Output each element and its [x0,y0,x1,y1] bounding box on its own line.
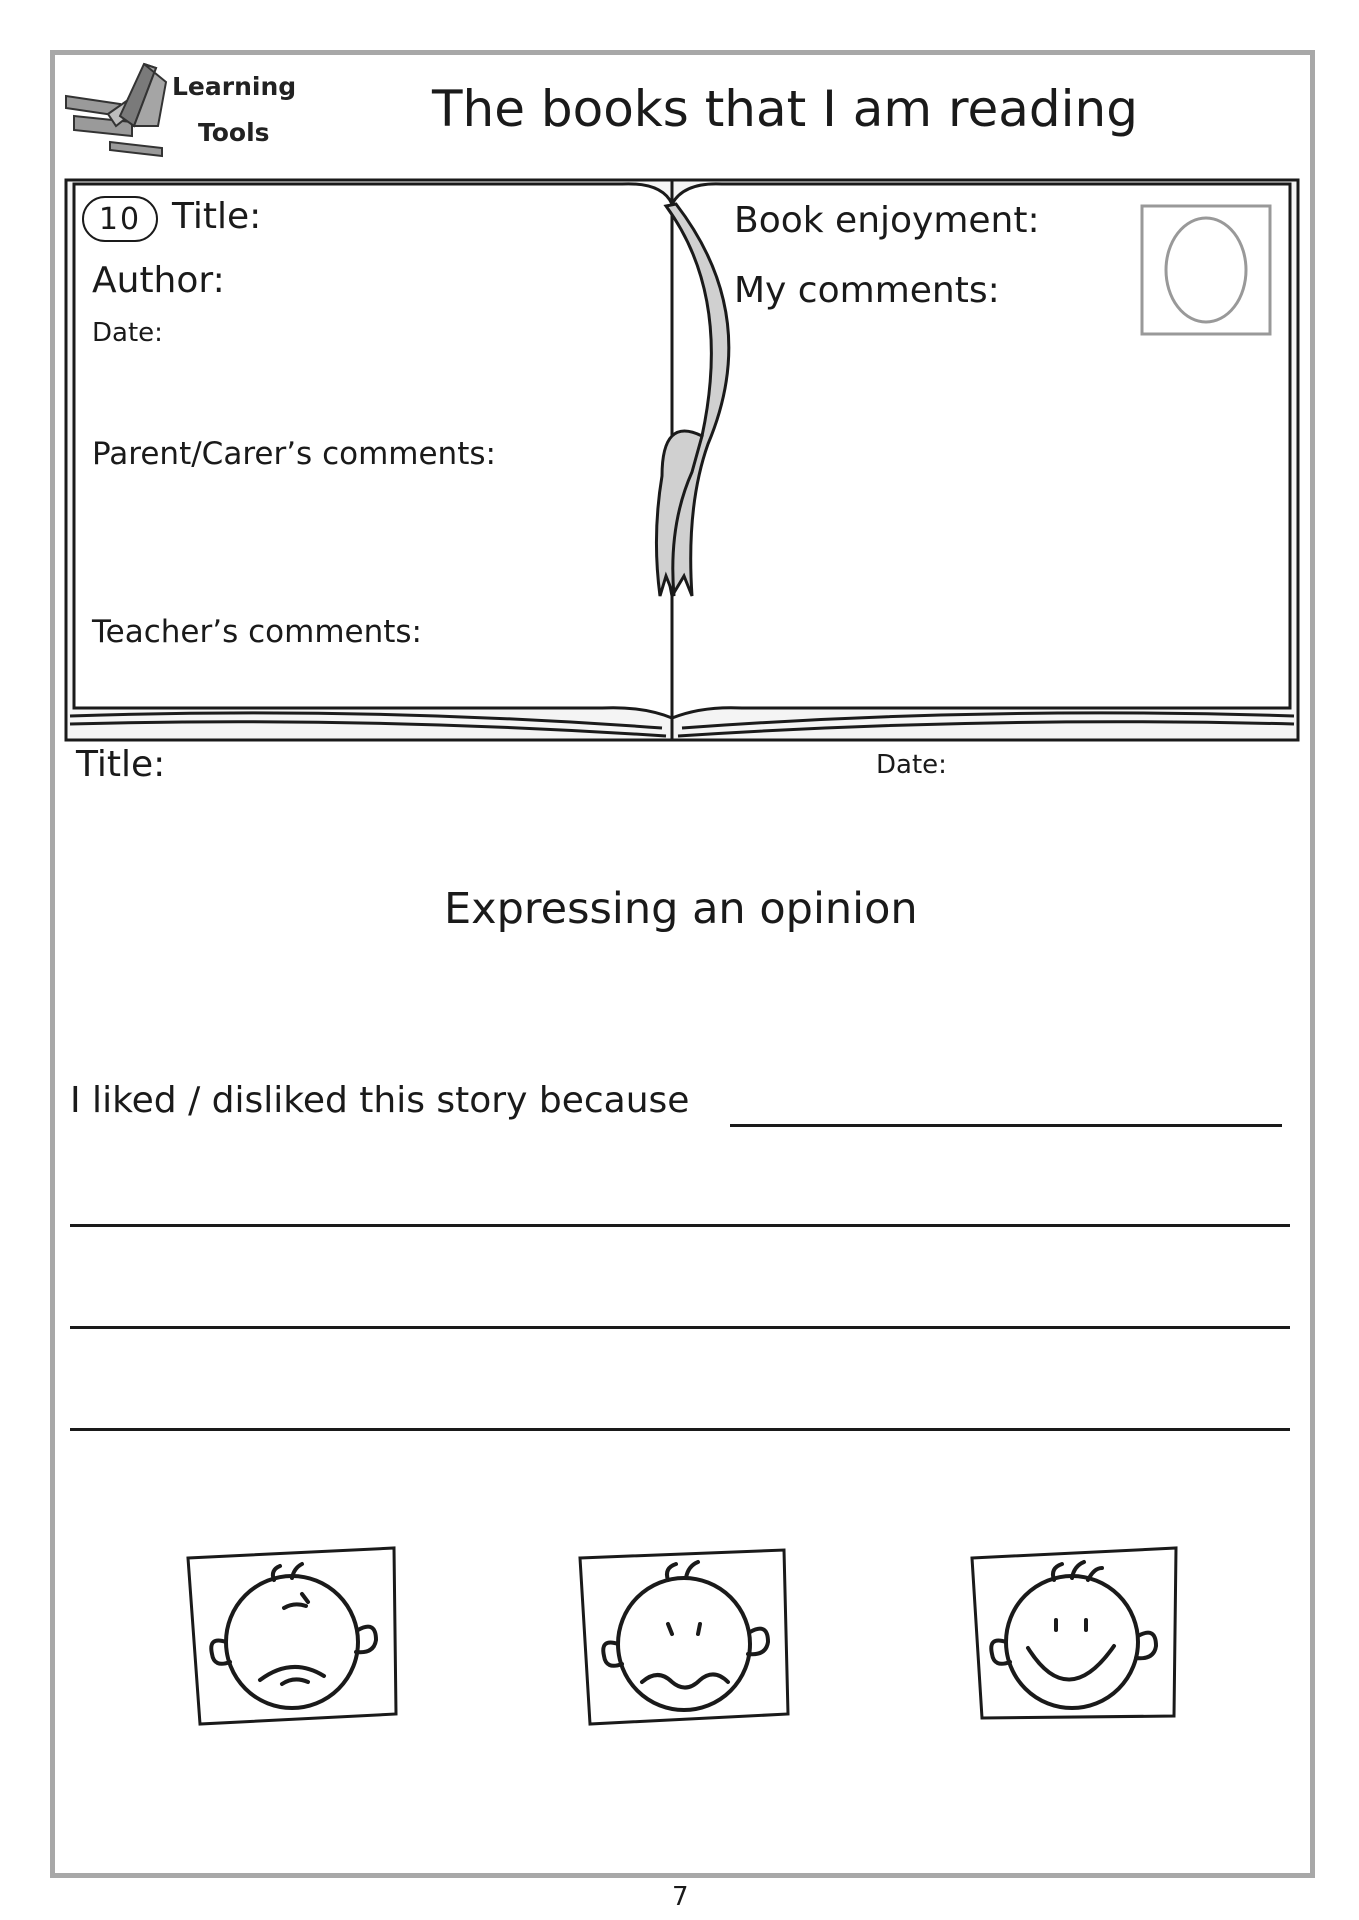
teacher-comments-label: Teacher’s comments: [92,614,422,650]
section-title: Expressing an opinion [444,884,918,934]
unsure-face-icon [576,1544,790,1728]
page-number: 7 [672,1882,689,1912]
page-title: The books that I am reading [432,80,1138,138]
writing-line [70,1224,1290,1227]
happy-face-icon [966,1544,1180,1728]
book-title-label: Title: [172,196,262,237]
writing-line [730,1124,1282,1127]
books-logo-icon [60,56,170,158]
my-comments-label: My comments: [734,270,1000,311]
activity-date-label: Date: [876,750,947,780]
activity-title-label: Title: [76,744,166,785]
entry-number-badge: 10 [82,196,158,242]
author-label: Author: [92,260,225,301]
book-enjoyment-label: Book enjoyment: [734,200,1040,241]
logo-line-learning: Learning [172,72,297,101]
book-date-label: Date: [92,318,163,348]
parent-comments-label: Parent/Carer’s comments: [92,436,496,472]
logo-line-tools: Tools [198,118,270,147]
sad-face-icon [184,1544,398,1728]
opinion-prompt: I liked / disliked this story because [70,1080,690,1121]
writing-line [70,1428,1290,1431]
writing-line [70,1326,1290,1329]
